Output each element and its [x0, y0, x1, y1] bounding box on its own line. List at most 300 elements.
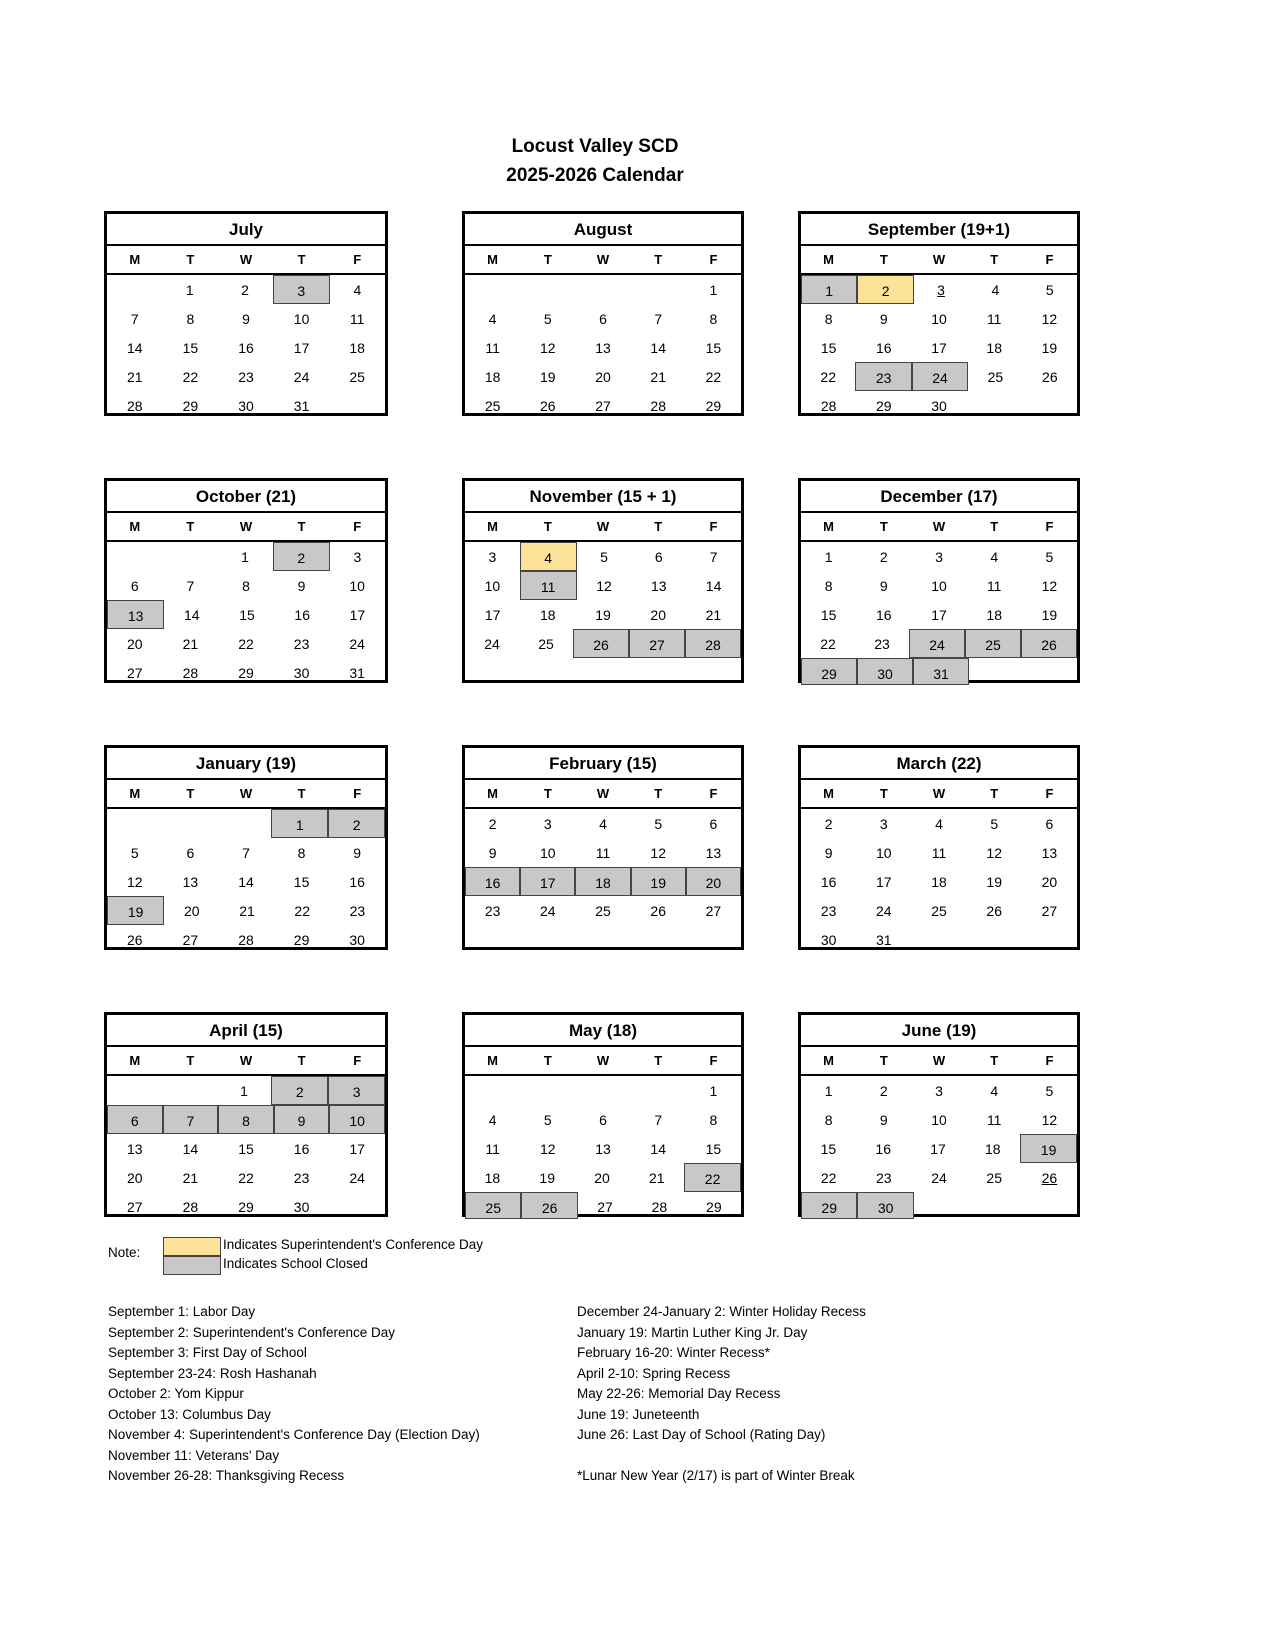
- day-number: 6: [654, 549, 663, 565]
- day-number: 16: [820, 874, 837, 890]
- day-number: 15: [182, 340, 199, 356]
- day-cell: [911, 1105, 966, 1134]
- day-cell: [631, 867, 686, 896]
- day-cell: [520, 304, 575, 333]
- day-cell: [801, 1134, 856, 1163]
- day-cell: [465, 867, 520, 896]
- day-number: 12: [540, 1141, 556, 1157]
- weekday-label: F: [353, 252, 362, 267]
- day-number: 24: [349, 1170, 365, 1186]
- title-line-1: Locust Valley SCD: [511, 136, 679, 157]
- day-number: 23: [238, 369, 254, 385]
- week-row: [465, 304, 741, 333]
- day-number: 19: [1040, 1142, 1057, 1158]
- day-cell: [629, 1163, 684, 1192]
- day-cell: [107, 362, 163, 391]
- day-cell: [274, 304, 330, 333]
- day-cell: [107, 1076, 162, 1105]
- day-cell: [163, 867, 219, 896]
- weekday-label: T: [654, 1053, 663, 1068]
- day-cell: [857, 1192, 913, 1219]
- day-cell: [856, 1076, 911, 1105]
- day-number: 31: [876, 932, 892, 948]
- day-cell: [218, 333, 274, 362]
- holiday-note: May 22-26: Memorial Day Recess: [577, 1386, 781, 1401]
- day-cell: [328, 1076, 385, 1105]
- day-cell: [856, 1134, 911, 1163]
- weekday-label: T: [990, 519, 999, 534]
- weekday-label: M: [487, 1053, 499, 1068]
- day-number: 16: [484, 875, 501, 891]
- day-number: 29: [238, 1199, 254, 1215]
- week-row: [465, 571, 741, 600]
- day-cell: [465, 571, 520, 600]
- weekday-label: M: [487, 786, 499, 801]
- day-cell: [1023, 1192, 1077, 1219]
- day-number: 2: [241, 282, 249, 298]
- day-number: 21: [182, 1170, 199, 1186]
- day-cell: [107, 925, 163, 952]
- day-number: 3: [352, 1084, 361, 1100]
- day-cell: [273, 275, 330, 304]
- day-number: 2: [297, 550, 306, 566]
- day-number: 15: [705, 1141, 722, 1157]
- day-number: 24: [932, 370, 948, 386]
- day-number: 11: [540, 579, 556, 595]
- month-calendar: [798, 211, 1080, 416]
- day-cell: [801, 600, 856, 629]
- day-number: 7: [130, 311, 139, 327]
- weekday-label: F: [709, 786, 718, 801]
- day-number: 6: [1045, 816, 1054, 832]
- day-cell: [909, 629, 965, 658]
- day-number: 21: [705, 607, 722, 623]
- day-cell: [911, 571, 966, 600]
- week-row: [465, 809, 741, 838]
- weekday-label: W: [932, 1053, 946, 1068]
- day-number: 22: [238, 1170, 254, 1186]
- day-number: 21: [650, 369, 666, 385]
- day-number: 6: [130, 578, 139, 594]
- day-cell: [274, 925, 330, 952]
- day-number: 7: [242, 845, 250, 861]
- day-number: 21: [182, 636, 199, 652]
- day-cell: [575, 333, 630, 362]
- day-number: 30: [238, 398, 254, 414]
- day-number: 13: [595, 1141, 611, 1157]
- day-number: 25: [538, 636, 554, 652]
- day-cell: [520, 658, 575, 685]
- title-line-2: 2025-2026 Calendar: [506, 165, 684, 186]
- weekday-label: W: [932, 519, 946, 534]
- week-row: [107, 391, 385, 418]
- day-number: 5: [600, 549, 608, 565]
- school-closed-swatch: [163, 1256, 221, 1275]
- day-number: 13: [705, 845, 722, 861]
- day-number: 7: [709, 549, 718, 565]
- day-cell: [163, 362, 219, 391]
- day-number: 10: [931, 578, 947, 594]
- week-row: [107, 838, 385, 867]
- day-number: 5: [990, 816, 999, 832]
- day-cell: [465, 600, 520, 629]
- day-cell: [911, 391, 966, 418]
- day-cell: [967, 1163, 1022, 1192]
- day-cell: [163, 1105, 219, 1134]
- day-number: 26: [540, 398, 556, 414]
- week-row: [801, 1192, 1077, 1219]
- day-number: 19: [986, 874, 1002, 890]
- day-number: 29: [293, 932, 310, 948]
- day-cell: [801, 333, 856, 362]
- weekday-header-row: [107, 513, 385, 542]
- month-calendar: [798, 745, 1080, 950]
- day-number: 11: [986, 578, 1002, 594]
- day-cell: [914, 275, 968, 304]
- day-number: 18: [349, 340, 365, 356]
- day-cell: [218, 1192, 274, 1219]
- day-number: 9: [297, 1113, 306, 1129]
- holiday-note: November 4: Superintendent's Conference Day (Election Day): [108, 1427, 480, 1442]
- day-cell: [271, 809, 328, 838]
- week-row: [801, 304, 1077, 333]
- day-cell: [330, 275, 385, 304]
- day-number: 26: [541, 1200, 558, 1216]
- day-number: 10: [293, 311, 310, 327]
- day-cell: [967, 1076, 1022, 1105]
- day-number: 26: [986, 903, 1002, 919]
- day-cell: [217, 809, 272, 838]
- day-number: 1: [295, 817, 304, 833]
- holiday-notes-right: [577, 1302, 866, 1487]
- weekday-label: W: [239, 519, 253, 534]
- day-number: 3: [935, 549, 943, 565]
- month-calendar: [798, 1012, 1080, 1217]
- day-cell: [107, 838, 163, 867]
- day-cell: [465, 362, 520, 391]
- day-number: 3: [353, 549, 362, 565]
- day-cell: [520, 362, 575, 391]
- day-cell: [575, 362, 630, 391]
- day-number: 8: [297, 845, 306, 861]
- day-number: 30: [820, 932, 837, 948]
- weekday-header-row: [107, 1047, 385, 1076]
- day-cell: [107, 809, 162, 838]
- day-number: 22: [182, 369, 199, 385]
- month-calendar: [462, 478, 744, 683]
- day-cell: [107, 391, 163, 418]
- day-cell: [1021, 629, 1077, 658]
- week-row: [465, 1134, 741, 1163]
- day-number: 7: [186, 1113, 195, 1129]
- weekday-label: W: [596, 252, 610, 267]
- weekday-label: T: [879, 519, 888, 534]
- day-cell: [520, 1076, 575, 1105]
- day-number: 3: [488, 549, 497, 565]
- day-number: 16: [876, 340, 892, 356]
- day-cell: [801, 809, 856, 838]
- week-row: [107, 1105, 385, 1134]
- week-row: [107, 275, 385, 304]
- day-cell: [967, 600, 1022, 629]
- holiday-note: January 19: Martin Luther King Jr. Day: [577, 1324, 808, 1340]
- day-cell: [329, 571, 385, 600]
- day-cell: [107, 1134, 163, 1163]
- day-cell: [219, 600, 274, 629]
- day-cell: [520, 1134, 575, 1163]
- week-row: [107, 304, 385, 333]
- day-number: 5: [654, 816, 663, 832]
- day-number: 22: [704, 1171, 721, 1187]
- week-row: [465, 1192, 741, 1219]
- day-cell: [217, 542, 272, 571]
- day-cell: [911, 838, 966, 867]
- day-cell: [520, 896, 575, 925]
- day-number: 4: [488, 311, 497, 327]
- day-cell: [801, 838, 856, 867]
- day-cell: [519, 629, 573, 658]
- day-cell: [686, 925, 741, 952]
- day-number: 13: [127, 608, 144, 624]
- day-cell: [857, 275, 913, 304]
- day-number: 12: [1041, 578, 1058, 594]
- week-row: [107, 896, 385, 925]
- day-number: 1: [825, 283, 834, 299]
- day-number: 20: [595, 369, 611, 385]
- day-cell: [329, 1134, 385, 1163]
- day-cell: [968, 1192, 1022, 1219]
- holiday-note: September 1: Labor Day: [108, 1304, 256, 1319]
- day-number: 26: [1041, 1170, 1058, 1186]
- weekday-header-row: [801, 246, 1077, 275]
- day-cell: [575, 896, 630, 925]
- day-cell: [465, 809, 520, 838]
- day-cell: [856, 391, 911, 418]
- day-cell: [685, 629, 741, 658]
- day-number: 25: [985, 637, 1001, 653]
- day-cell: [162, 809, 217, 838]
- weekday-header-row: [465, 246, 741, 275]
- day-number: 14: [650, 1141, 666, 1157]
- day-number: 8: [709, 1112, 718, 1128]
- day-cell: [163, 391, 219, 418]
- week-row: [801, 896, 1077, 925]
- day-number: 11: [931, 845, 947, 861]
- day-cell: [218, 925, 274, 952]
- weekday-label: T: [186, 252, 195, 267]
- day-number: 19: [539, 1170, 555, 1186]
- day-cell: [1022, 1163, 1077, 1192]
- day-number: 1: [185, 282, 194, 298]
- day-number: 5: [1045, 549, 1054, 565]
- day-number: 17: [931, 607, 947, 623]
- day-cell: [967, 925, 1022, 952]
- day-number: 31: [293, 398, 310, 414]
- weekday-label: M: [487, 252, 499, 267]
- day-cell: [575, 1134, 630, 1163]
- day-number: 30: [293, 1199, 310, 1215]
- day-number: 20: [127, 636, 143, 652]
- day-number: 28: [127, 398, 143, 414]
- month-name: November (15 + 1): [465, 481, 741, 513]
- day-number: 8: [824, 311, 833, 327]
- day-cell: [967, 542, 1022, 571]
- weekday-label: W: [932, 786, 946, 801]
- day-cell: [967, 809, 1022, 838]
- day-cell: [163, 304, 219, 333]
- holiday-note: *Lunar New Year (2/17) is part of Winter Break: [577, 1468, 855, 1483]
- month-name: June (19): [801, 1015, 1077, 1047]
- week-row: [801, 658, 1077, 685]
- day-cell: [575, 275, 630, 304]
- day-number: 6: [130, 1113, 139, 1129]
- day-cell: [801, 1076, 856, 1105]
- week-row: [801, 571, 1077, 600]
- day-cell: [631, 571, 686, 600]
- day-number: 15: [820, 607, 837, 623]
- day-number: 4: [990, 1083, 999, 1099]
- day-number: 27: [127, 1199, 143, 1215]
- day-number: 26: [650, 903, 666, 919]
- day-cell: [465, 629, 519, 658]
- weekday-label: W: [596, 519, 610, 534]
- day-cell: [914, 1192, 968, 1219]
- day-number: 16: [349, 874, 365, 890]
- day-number: 10: [931, 311, 947, 327]
- day-number: 8: [709, 311, 718, 327]
- day-cell: [218, 1105, 274, 1134]
- weekday-label: T: [654, 252, 663, 267]
- day-cell: [465, 333, 520, 362]
- month-calendar: [104, 745, 388, 950]
- day-number: 9: [353, 845, 362, 861]
- day-cell: [163, 658, 219, 685]
- week-row: [107, 629, 385, 658]
- day-number: 9: [879, 311, 888, 327]
- day-number: 1: [709, 1083, 718, 1099]
- day-cell: [631, 600, 686, 629]
- day-cell: [577, 571, 632, 600]
- week-row: [465, 391, 741, 418]
- day-number: 15: [293, 874, 310, 890]
- day-cell: [631, 658, 686, 685]
- day-number: 28: [650, 398, 666, 414]
- day-cell: [521, 1192, 577, 1219]
- weekday-label: F: [1045, 786, 1054, 801]
- day-number: 31: [933, 666, 949, 682]
- week-row: [465, 600, 741, 629]
- day-cell: [274, 838, 330, 867]
- day-number: 16: [238, 340, 254, 356]
- week-row: [107, 658, 385, 685]
- day-cell: [329, 1163, 385, 1192]
- holiday-note: November 26-28: Thanksgiving Recess: [108, 1468, 345, 1483]
- day-cell: [107, 1163, 163, 1192]
- day-cell: [329, 838, 385, 867]
- day-cell: [856, 925, 911, 952]
- holiday-note: April 2-10: Spring Recess: [577, 1365, 731, 1381]
- day-number: 12: [540, 340, 556, 356]
- holiday-note: October 2: Yom Kippur: [108, 1386, 244, 1401]
- day-number: 3: [937, 282, 945, 298]
- weekday-label: F: [353, 519, 362, 534]
- day-number: 4: [544, 550, 553, 566]
- week-row: [801, 1163, 1077, 1192]
- day-number: 28: [182, 1199, 199, 1215]
- week-row: [107, 542, 385, 571]
- day-cell: [163, 1134, 219, 1163]
- day-number: 2: [879, 549, 888, 565]
- month-calendar: [462, 211, 744, 416]
- day-number: 10: [876, 845, 892, 861]
- day-cell: [575, 391, 630, 418]
- day-number: 20: [705, 875, 722, 891]
- day-number: 10: [349, 578, 365, 594]
- day-number: 26: [1041, 637, 1057, 653]
- day-cell: [329, 867, 385, 896]
- day-cell: [465, 658, 520, 685]
- day-number: 22: [705, 369, 722, 385]
- day-cell: [856, 571, 911, 600]
- day-number: 12: [596, 578, 612, 594]
- holiday-note: [577, 1446, 866, 1467]
- day-number: 11: [349, 311, 365, 327]
- day-cell: [465, 925, 520, 952]
- month-calendar: [104, 478, 388, 683]
- weekday-label: M: [129, 252, 141, 267]
- day-number: 11: [986, 1112, 1002, 1128]
- day-cell: [575, 1105, 630, 1134]
- holiday-note: December 24-January 2: Winter Holiday Recess: [577, 1304, 866, 1319]
- day-cell: [520, 571, 577, 600]
- day-cell: [465, 304, 520, 333]
- day-number: 2: [879, 1083, 888, 1099]
- day-cell: [578, 1192, 632, 1219]
- day-number: 22: [820, 636, 836, 652]
- day-cell: [465, 391, 520, 418]
- day-number: 12: [1041, 311, 1058, 327]
- week-row: [465, 1105, 741, 1134]
- day-number: 2: [824, 816, 833, 832]
- weekday-label: M: [487, 519, 499, 534]
- day-number: 30: [293, 665, 310, 681]
- day-cell: [1020, 1134, 1077, 1163]
- day-cell: [856, 304, 911, 333]
- day-number: 7: [654, 1112, 663, 1128]
- weekday-label: T: [297, 1053, 306, 1068]
- day-number: 15: [705, 340, 722, 356]
- day-number: 26: [1042, 369, 1058, 385]
- day-cell: [330, 542, 385, 571]
- day-cell: [686, 658, 741, 685]
- day-cell: [631, 1076, 686, 1105]
- weekday-label: T: [990, 252, 999, 267]
- day-cell: [218, 362, 274, 391]
- day-cell: [1023, 362, 1077, 391]
- weekday-label: F: [709, 1053, 718, 1068]
- day-cell: [967, 838, 1022, 867]
- day-cell: [274, 391, 330, 418]
- day-cell: [1023, 275, 1077, 304]
- day-cell: [686, 809, 741, 838]
- day-number: 6: [599, 311, 607, 327]
- day-number: 28: [651, 1199, 668, 1215]
- day-number: 27: [649, 637, 665, 653]
- day-cell: [856, 542, 911, 571]
- day-number: 13: [1041, 845, 1058, 861]
- day-cell: [686, 333, 741, 362]
- day-number: 16: [876, 607, 892, 623]
